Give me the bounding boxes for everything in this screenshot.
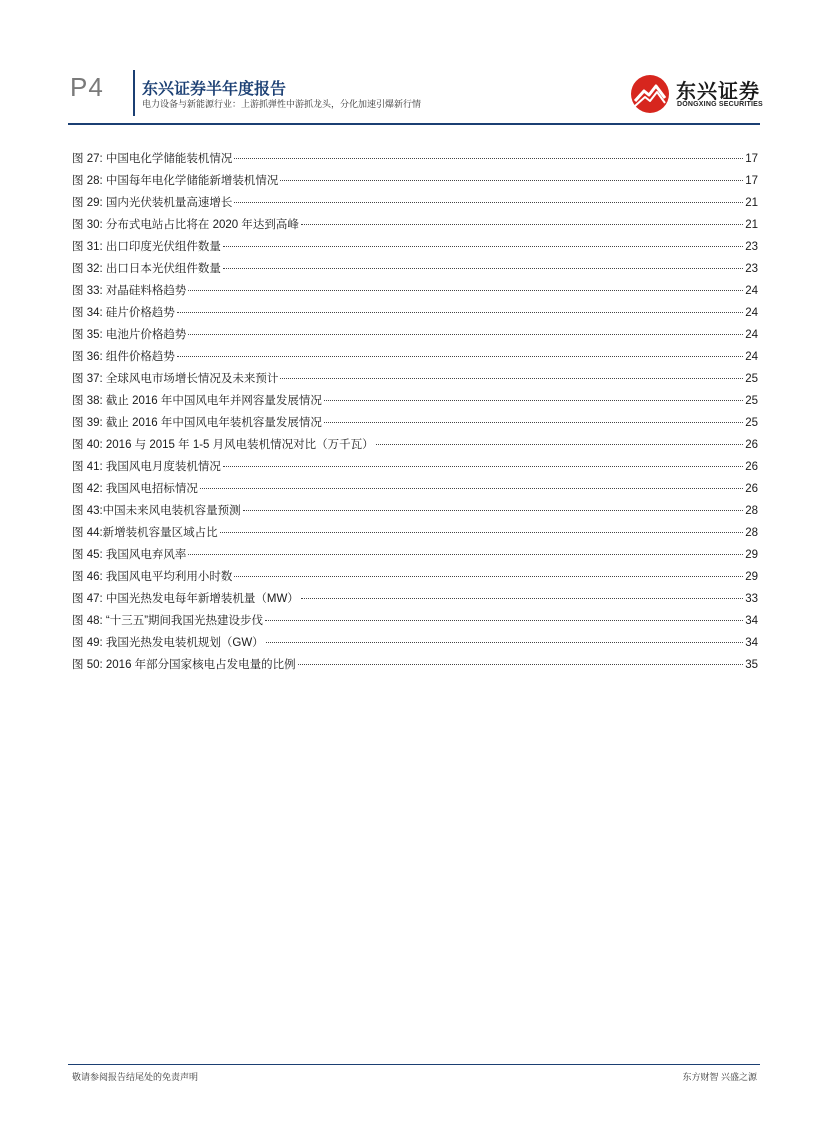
toc-entry-label: 图 30: 分布式电站占比将在 2020 年达到高峰 (72, 219, 299, 231)
toc-dot-leader (234, 158, 743, 159)
toc-entry-page: 35 (745, 659, 758, 671)
report-title: 东兴证券半年度报告 (142, 81, 287, 98)
toc-dot-leader (376, 444, 744, 445)
toc-entry-label: 图 46: 我国风电平均利用小时数 (72, 571, 233, 583)
company-name-en: DONGXING SECURITIES (677, 101, 763, 108)
toc-entry-page: 23 (745, 241, 758, 253)
toc-entry[interactable] (72, 546, 758, 568)
toc-entry-page: 28 (745, 527, 758, 539)
toc-dot-leader (243, 510, 744, 511)
toc-entry-page: 25 (745, 395, 758, 407)
toc-entry-page: 29 (745, 571, 758, 583)
toc-entry-label: 图 50: 2016 年部分国家核电占发电量的比例 (72, 659, 296, 671)
toc-entry-label: 图 38: 截止 2016 年中国风电年并网容量发展情况 (72, 395, 322, 407)
figure-list (72, 150, 758, 678)
toc-entry[interactable] (72, 458, 758, 480)
toc-entry-label: 图 27: 中国电化学储能装机情况 (72, 153, 233, 165)
toc-dot-leader (301, 224, 743, 225)
toc-dot-leader (265, 620, 743, 621)
toc-entry-page: 24 (745, 307, 758, 319)
toc-dot-leader (280, 378, 743, 379)
toc-entry-page: 24 (745, 351, 758, 363)
footer-rule (68, 1064, 760, 1065)
toc-entry-page: 24 (745, 329, 758, 341)
toc-dot-leader (324, 400, 743, 401)
toc-entry[interactable] (72, 370, 758, 392)
page-header (0, 0, 827, 128)
toc-dot-leader (301, 598, 743, 599)
toc-dot-leader (188, 554, 743, 555)
toc-entry[interactable] (72, 568, 758, 590)
toc-entry[interactable] (72, 260, 758, 282)
toc-entry-label: 图 42: 我国风电招标情况 (72, 483, 198, 495)
report-subtitle: 电力设备与新能源行业：上游抓弹性中游抓龙头，分化加速引爆新行情 (142, 99, 422, 109)
toc-entry-page: 25 (745, 417, 758, 429)
toc-entry-label: 图 37: 全球风电市场增长情况及未来预计 (72, 373, 279, 385)
toc-entry-page: 34 (745, 637, 758, 649)
toc-entry[interactable] (72, 656, 758, 678)
company-slogan: 东方财智 兴盛之源 (682, 1072, 757, 1082)
toc-entry[interactable] (72, 348, 758, 370)
toc-entry-label: 图 41: 我国风电月度装机情况 (72, 461, 221, 473)
toc-entry-page: 28 (745, 505, 758, 517)
page-number: P4 (70, 72, 104, 102)
toc-entry-label: 图 43:中国未来风电装机容量预测 (72, 505, 241, 517)
toc-entry[interactable] (72, 194, 758, 216)
toc-entry[interactable] (72, 634, 758, 656)
toc-dot-leader (200, 488, 743, 489)
header-divider (133, 70, 135, 116)
toc-entry-label: 图 49: 我国光热发电装机规划（GW） (72, 637, 264, 649)
toc-entry-label: 图 33: 对晶硅料格趋势 (72, 285, 187, 297)
toc-entry[interactable] (72, 238, 758, 260)
toc-entry-page: 25 (745, 373, 758, 385)
toc-entry-label: 图 45: 我国风电弃风率 (72, 549, 187, 561)
toc-entry-page: 21 (745, 219, 758, 231)
toc-entry[interactable] (72, 326, 758, 348)
toc-entry-label: 图 39: 截止 2016 年中国风电年装机容量发展情况 (72, 417, 322, 429)
toc-entry[interactable] (72, 590, 758, 612)
toc-dot-leader (324, 422, 743, 423)
toc-dot-leader (223, 246, 743, 247)
toc-entry-page: 23 (745, 263, 758, 275)
toc-dot-leader (266, 642, 744, 643)
toc-entry-label: 图 44:新增装机容量区域占比 (72, 527, 218, 539)
toc-dot-leader (223, 268, 743, 269)
toc-entry-page: 26 (745, 439, 758, 451)
toc-entry-page: 17 (745, 175, 758, 187)
toc-entry[interactable] (72, 612, 758, 634)
toc-entry[interactable] (72, 480, 758, 502)
company-name-cn: 东兴证券 (676, 81, 760, 103)
toc-dot-leader (280, 180, 743, 181)
toc-entry-page: 34 (745, 615, 758, 627)
toc-entry-label: 图 40: 2016 与 2015 年 1-5 月风电装机情况对比（万千瓦） (72, 439, 374, 451)
toc-entry[interactable] (72, 414, 758, 436)
toc-entry-label: 图 32: 出口日本光伏组件数量 (72, 263, 221, 275)
toc-entry-page: 24 (745, 285, 758, 297)
toc-dot-leader (188, 334, 743, 335)
toc-entry[interactable] (72, 436, 758, 458)
toc-entry-page: 17 (745, 153, 758, 165)
toc-entry-label: 图 36: 组件价格趋势 (72, 351, 175, 363)
toc-entry[interactable] (72, 304, 758, 326)
toc-entry-page: 33 (745, 593, 758, 605)
toc-dot-leader (220, 532, 744, 533)
toc-entry[interactable] (72, 502, 758, 524)
toc-entry-label: 图 35: 电池片价格趋势 (72, 329, 187, 341)
toc-entry-label: 图 48: “十三五”期间我国光热建设步伐 (72, 615, 264, 627)
toc-entry[interactable] (72, 172, 758, 194)
toc-entry-label: 图 47: 中国光热发电每年新增装机量（MW） (72, 593, 299, 605)
toc-entry-page: 26 (745, 461, 758, 473)
toc-dot-leader (298, 664, 744, 665)
toc-entry[interactable] (72, 216, 758, 238)
toc-dot-leader (223, 466, 743, 467)
toc-entry[interactable] (72, 524, 758, 546)
toc-dot-leader (188, 290, 743, 291)
toc-dot-leader (234, 576, 743, 577)
toc-entry-label: 图 34: 硅片价格趋势 (72, 307, 175, 319)
toc-entry[interactable] (72, 392, 758, 414)
toc-dot-leader (177, 312, 743, 313)
toc-entry-page: 26 (745, 483, 758, 495)
toc-entry-label: 图 29: 国内光伏装机量高速增长 (72, 197, 233, 209)
toc-entry[interactable] (72, 150, 758, 172)
toc-entry[interactable] (72, 282, 758, 304)
company-logo (630, 74, 763, 114)
header-rule (68, 123, 760, 125)
company-logo-icon (630, 74, 670, 114)
toc-entry-page: 29 (745, 549, 758, 561)
disclaimer-note: 敬请参阅报告结尾处的免责声明 (72, 1072, 199, 1082)
toc-entry-label: 图 31: 出口印度光伏组件数量 (72, 241, 221, 253)
toc-entry-label: 图 28: 中国每年电化学储能新增装机情况 (72, 175, 279, 187)
toc-entry-page: 21 (745, 197, 758, 209)
toc-dot-leader (177, 356, 743, 357)
toc-dot-leader (234, 202, 743, 203)
